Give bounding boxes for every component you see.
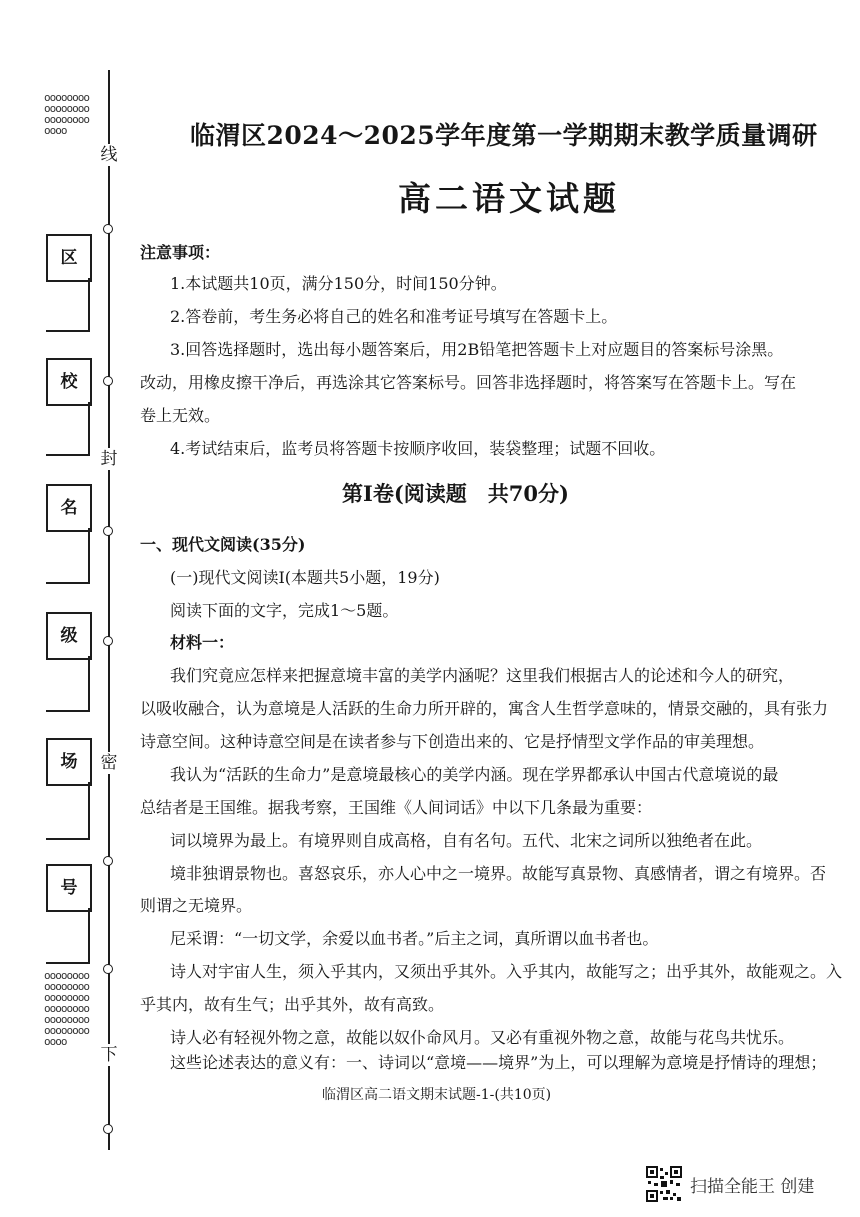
passage-line: 以吸收融合，认为意境是人活跃的生命力所开辟的，寓含人生哲学意味的，情景交融的，具有张力 xyxy=(140,699,829,718)
scanner-watermark xyxy=(646,1166,814,1202)
notes-item: 1.本试题共10页，满分150分，时间150分钟。 xyxy=(170,274,507,293)
binding-hole xyxy=(103,1124,113,1134)
seal-word-xia: 下 xyxy=(98,1044,120,1066)
passage-line: 总结者是王国维。据我考察，王国维《人间词话》中以下几条最为重要： xyxy=(140,798,653,817)
section-title: 第Ⅰ卷(阅读题 共70分) xyxy=(342,481,569,506)
field-divider xyxy=(46,454,90,456)
qr-code-icon xyxy=(646,1166,682,1202)
field-blank-name[interactable] xyxy=(88,528,90,582)
passage-line: 这些论述表达的意义有：一、诗词以“意境——境界”为上，可以理解为意境是抒情诗的理想； xyxy=(170,1053,827,1072)
field-blank-room[interactable] xyxy=(88,782,90,838)
notes-item: 改动，用橡皮擦干净后，再选涂其它答案标号。回答非选择题时，将答案写在答题卡上。写在 xyxy=(140,373,797,392)
part-title: 一、现代文阅读(35分) xyxy=(140,535,306,554)
passage-quote: 则谓之无境界。 xyxy=(140,896,253,915)
watermark-text: 扫描全能王 创建 xyxy=(690,1176,815,1197)
notes-item: 4.考试结束后，监考员将答题卡按顺序收回，装袋整理；试题不回收。 xyxy=(170,439,666,458)
passage-quote: 词以境界为最上。有境界则自成高格，自有名句。五代、北宋之词所以独绝者在此。 xyxy=(170,831,763,850)
binding-hole xyxy=(103,636,113,646)
field-blank-number[interactable] xyxy=(88,908,90,962)
field-divider xyxy=(46,330,90,332)
passage-quote: 诗人对宇宙人生，须入乎其内，又须出乎其外。入乎其内，故能写之；出乎其外，故能观之。入 xyxy=(170,962,843,981)
seal-word-mi: 密 xyxy=(98,752,120,774)
field-divider xyxy=(46,710,90,712)
passage-quote: 境非独谓景物也。喜怒哀乐，亦人心中之一境界。故能写真景物、真感情者，谓之有境界。否 xyxy=(170,864,827,883)
binding-hole xyxy=(103,224,113,234)
passage-line: 我认为“活跃的生命力”是意境最核心的美学内涵。现在学界都承认中国古代意境说的最 xyxy=(170,765,779,784)
exam-subject-title: 高二语文试题 xyxy=(398,179,620,218)
field-label-district: 区 xyxy=(46,234,92,282)
field-divider xyxy=(46,838,90,840)
binding-hole xyxy=(103,376,113,386)
field-label-room: 场 xyxy=(46,738,92,786)
binding-dots-top: oooooooooooooooooooooooooooo xyxy=(44,91,89,137)
field-label-number: 号 xyxy=(46,864,92,912)
passage-quote: 乎其内，故有生气；出乎其外，故有高致。 xyxy=(140,995,445,1014)
field-divider xyxy=(46,582,90,584)
page-footer: 临渭区高二语文期末试题-1-(共10页) xyxy=(322,1087,552,1103)
field-label-class: 级 xyxy=(46,612,92,660)
passage-line: 我们究竟应怎样来把握意境丰富的美学内涵呢？这里我们根据古人的论述和今人的研究， xyxy=(170,666,795,685)
binding-dots-bottom: oooooooooooooooooooooooooooooooooooooooooooooooooooo xyxy=(44,969,89,1048)
field-label-school: 校 xyxy=(46,358,92,406)
notes-item: 3.回答选择题时，选出每小题答案后，用2B铅笔把答题卡上对应题目的答案标号涂黑。 xyxy=(170,340,784,359)
binding-hole xyxy=(103,964,113,974)
binding-hole xyxy=(103,856,113,866)
seal-word-feng: 封 xyxy=(98,448,120,470)
notes-item: 2.答卷前，考生务必将自己的姓名和准考证号填写在答题卡上。 xyxy=(170,307,618,326)
field-blank-school[interactable] xyxy=(88,402,90,454)
seal-word-xian: 线 xyxy=(98,144,120,166)
notes-item: 卷上无效。 xyxy=(140,406,221,425)
exam-header-title: 临渭区2024～2025学年度第一学期期末教学质量调研 xyxy=(190,121,818,150)
binding-hole xyxy=(103,526,113,536)
field-divider xyxy=(46,962,90,964)
field-label-name: 名 xyxy=(46,484,92,532)
passage-line: 诗意空间。这种诗意空间是在读者参与下创造出来的、它是抒情型文学作品的审美理想。 xyxy=(140,732,765,751)
passage-quote: 诗人必有轻视外物之意，故能以奴仆命风月。又必有重视外物之意，故能与花鸟共忧乐。 xyxy=(170,1028,795,1047)
notes-heading: 注意事项： xyxy=(140,243,221,262)
sub-part-title: (一)现代文阅读Ⅰ(本题共5小题，19分) xyxy=(170,568,440,587)
field-blank-class[interactable] xyxy=(88,656,90,710)
passage-quote: 尼采谓：“一切文学，余爱以血书者。”后主之词，真所谓以血书者也。 xyxy=(170,929,659,948)
material-label: 材料一： xyxy=(170,633,235,652)
reading-instruction: 阅读下面的文字，完成1～5题。 xyxy=(170,601,399,620)
field-blank-district[interactable] xyxy=(88,278,90,330)
